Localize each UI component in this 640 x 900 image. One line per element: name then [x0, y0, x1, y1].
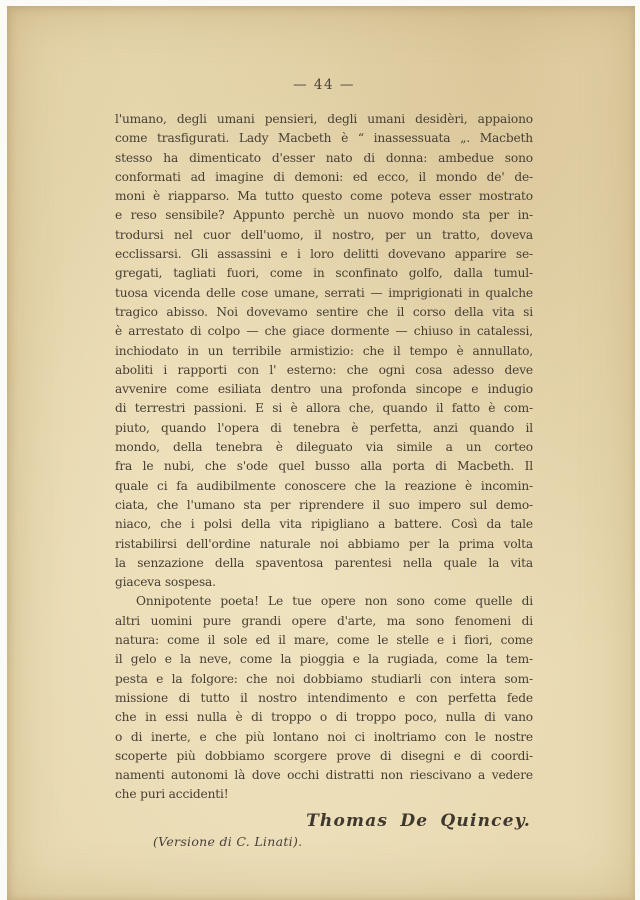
text-line: la senzazione della spaventosa parentesi nella quale la vita: [115, 555, 533, 570]
text-line: l'umano, degli umani pensieri, degli umani desidèri, appaiono: [115, 112, 533, 126]
text-line: come trasfigurati. Lady Macbeth è “ inassessuata „. Macbeth: [115, 131, 533, 146]
text-line: trodursi nel cuor dell'uomo, il nostro, per un tratto, doveva: [115, 227, 533, 242]
text-line: moni è riapparso. Ma tutto questo come poteva esser mostrato: [115, 189, 533, 204]
text-line: che in essi nulla è di troppo o di troppo poco, nulla di vano: [115, 710, 533, 725]
text-line: gregati, tagliati fuori, come in sconfinato golfo, dalla tumul-: [115, 266, 533, 281]
text-line: quale ci fa audibilmente conoscere che la reazione è incomin-: [115, 478, 533, 493]
text-line: ciata, che l'umano sta per riprendere il suo impero sul demo-: [115, 497, 533, 512]
author-signature: Thomas De Quincey.: [306, 810, 531, 831]
text-line: missione di tutto il nostro intendimento e con perfetta fede: [115, 690, 533, 705]
text-line: piuto, quando l'opera di tenebra è perfetta, anzi quando il: [115, 420, 533, 435]
text-line: aboliti i rapporti con l' esterno: che ogni cosa adesso deve: [115, 362, 533, 377]
text-line: Onnipotente poeta! Le tue opere non sono come quelle di: [136, 594, 533, 609]
text-line: inchiodato in un terribile armistizio: che il tempo è annullato,: [115, 343, 533, 358]
text-line: ecclissarsi. Gli assassini e i loro delitti dovevano apparire se-: [115, 247, 533, 262]
text-line: ristabilirsi dell'ordine naturale noi abbiamo per la prima volta: [115, 536, 533, 551]
text-line: o di inerte, e che più lontano noi ci inoltriamo con le nostre: [115, 729, 533, 744]
text-line: natura: come il sole ed il mare, come le stelle e i fiori, come: [115, 633, 533, 648]
paragraph-2: [115, 592, 533, 804]
text-line: il gelo e la neve, come la pioggia e la rugiada, come la tem-: [115, 652, 533, 667]
text-line: mondo, della tenebra è dileguato via simile a un corteo: [115, 440, 533, 455]
text-line: conformati ad imagine di demoni: ed ecco, il mondo de' de-: [115, 169, 533, 184]
text-line: è arrestato di colpo — che giace dormente — chiuso in catalessi,: [115, 324, 533, 339]
text-line: namenti autonomi là dove occhi distratti non riescivano a vedere: [115, 768, 533, 783]
translation-note: (Versione di C. Linati).: [153, 833, 303, 849]
text-line: tuosa vicenda delle cose umane, serrati — imprigionati in qualche: [115, 285, 533, 300]
text-line: e reso sensibile? Appunto perchè un nuovo mondo sta per in-: [115, 208, 533, 223]
text-line: avvenire come esiliata dentro una profonda sincope e indugio: [115, 382, 533, 397]
text-line: giaceva sospesa.: [115, 575, 216, 590]
paragraph-1: [115, 110, 533, 592]
text-line: fra le nubi, che s'ode quel busso alla porta di Macbeth. Il: [115, 459, 533, 474]
text-column: [115, 110, 533, 849]
text-line: scoperte più dobbiamo scorgere prove di disegni e di coordi-: [115, 748, 533, 763]
text-line: che puri accidenti!: [115, 787, 229, 802]
text-line: niaco, che i polsi della vita ripigliano a battere. Così da tale: [115, 517, 533, 532]
text-line: di terrestri passioni. E si è allora che, quando il fatto è com-: [115, 401, 533, 416]
page-number: — 44 —: [293, 77, 355, 93]
scanned-page: [7, 6, 635, 900]
text-line: tragico abisso. Noi dovevamo sentire che il corso della vita si: [115, 304, 533, 319]
text-line: altri uomini pure grandi opere d'arte, ma sono fenomeni di: [115, 613, 533, 628]
text-line: stesso ha dimenticato d'esser nato di donna: ambedue sono: [115, 150, 533, 165]
text-line: pesta e la folgore: che noi dobbiamo studiarli con intera som-: [115, 671, 533, 686]
